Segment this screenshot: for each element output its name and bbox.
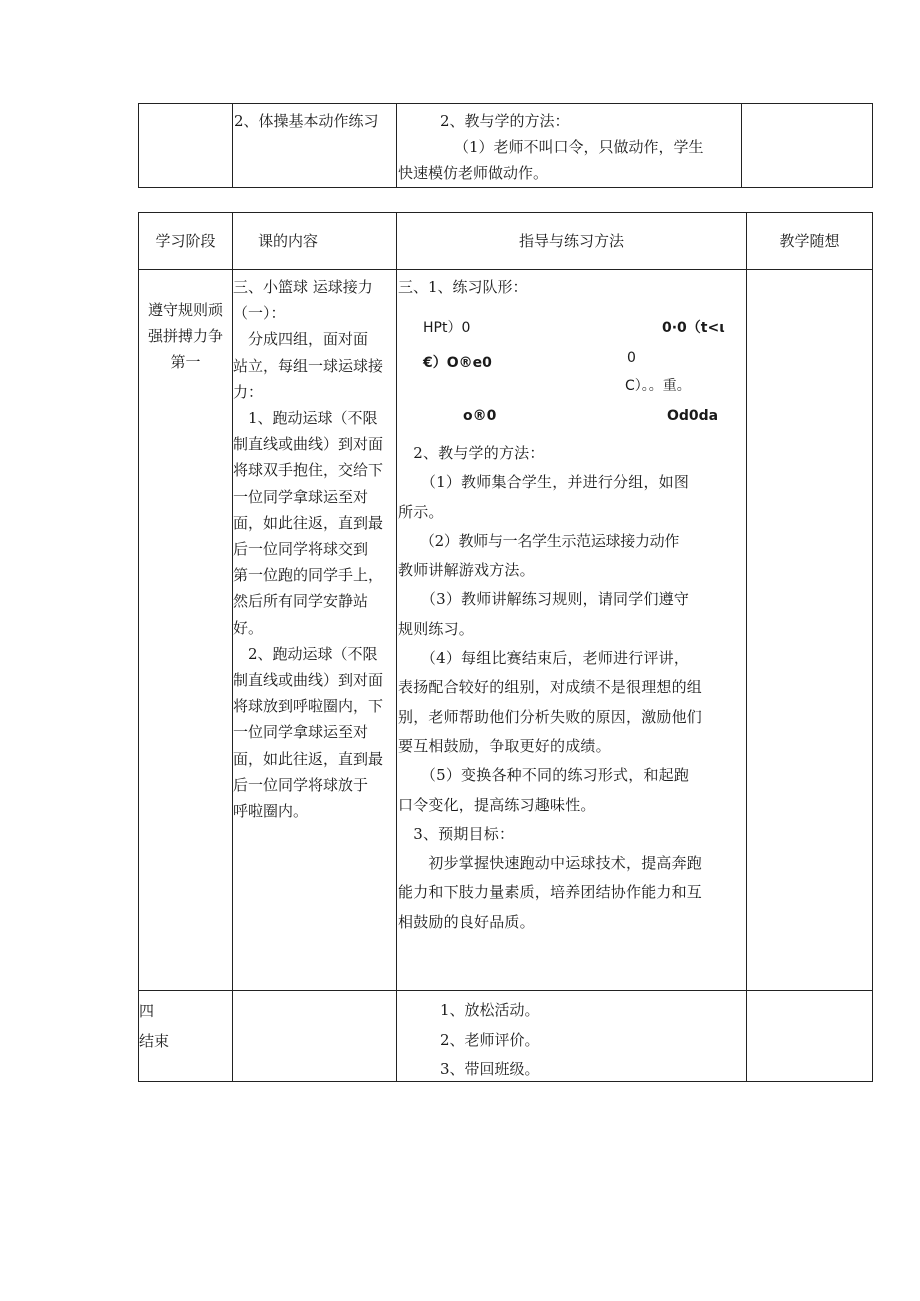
stage-line: 四 bbox=[139, 1002, 155, 1020]
content-line: 将球双手抱住，交给下 bbox=[233, 461, 384, 480]
content-line: 好。 bbox=[233, 618, 264, 637]
section3-content-cell bbox=[233, 274, 396, 824]
main-table-border-top bbox=[138, 212, 873, 213]
content-line: 面，如此往返，直到最 bbox=[233, 513, 384, 532]
content-line: 力： bbox=[233, 382, 264, 401]
method-line: （1）教师集合学生，并进行分组，如图 bbox=[398, 473, 690, 492]
formation-row3-left: o®0 bbox=[463, 408, 497, 424]
top-method-line: （1）老师不叫口令，只做动作，学生 bbox=[454, 138, 704, 156]
stage-line: 遵守规则顽 bbox=[147, 301, 223, 319]
method-line: 要互相鼓励，争取更好的成绩。 bbox=[398, 736, 611, 755]
main-table-col-divider bbox=[746, 212, 747, 1082]
method-line: （4）每组比赛结束后，老师进行评讲， bbox=[398, 649, 690, 668]
method-line: 3、预期目标： bbox=[398, 824, 515, 843]
top-content-text: 2、体操基本动作练习 bbox=[234, 112, 379, 130]
method-line: 1、放松活动。 bbox=[440, 1001, 540, 1019]
method-line: 规则练习。 bbox=[398, 619, 475, 638]
method-line: （5）变换各种不同的练习形式，和起跑 bbox=[398, 766, 690, 785]
content-line: 一位同学拿球运至对 bbox=[233, 723, 369, 742]
method-line: （2）教师与一名学生示范运球接力动作 bbox=[398, 531, 680, 550]
top-method-line: 快速模仿老师做动作。 bbox=[398, 164, 549, 182]
method-line: 2、教与学的方法： bbox=[398, 444, 545, 462]
content-line: 后一位同学将球交到 bbox=[233, 540, 369, 559]
section4-method-cell bbox=[440, 996, 540, 1085]
content-line: 然后所有同学安静站 bbox=[233, 592, 369, 611]
header-method: 指导与练习方法 bbox=[518, 232, 624, 250]
method-line: 相鼓励的良好品质。 bbox=[398, 912, 535, 931]
main-table-row-divider bbox=[138, 990, 873, 991]
method-line: 口令变化，提高练习趣味性。 bbox=[398, 795, 596, 814]
stage-line: 第一 bbox=[170, 353, 201, 371]
content-line: 分成四组，面对面 bbox=[233, 330, 369, 349]
section3-stage-cell bbox=[139, 297, 232, 375]
header-stage: 学习阶段 bbox=[155, 232, 216, 250]
content-line: 呼啦圈内。 bbox=[233, 802, 309, 821]
method-line: 别，老师帮助他们分析失败的原因，激励他们 bbox=[398, 707, 703, 726]
section4-stage-cell bbox=[139, 996, 169, 1056]
content-line: （一）： bbox=[233, 304, 286, 323]
formation-row2-right-top: 0 bbox=[627, 350, 636, 366]
top-table-divider bbox=[872, 103, 873, 188]
top-table-border-bottom bbox=[138, 187, 873, 188]
method-line: 2、老师评价。 bbox=[440, 1030, 540, 1049]
main-table-header-divider bbox=[138, 269, 873, 270]
top-method-line: 2、教与学的方法： bbox=[440, 112, 570, 130]
top-method-cell bbox=[398, 108, 704, 186]
top-table-divider bbox=[138, 103, 139, 188]
method-line: 表扬配合较好的组别，对成绩不是很理想的组 bbox=[398, 678, 703, 697]
top-table-divider bbox=[232, 103, 233, 188]
section3-method-cell bbox=[398, 439, 746, 937]
formation-row2-left: €）O®e0 bbox=[423, 355, 492, 371]
content-line: 2、跑动运球（不限 bbox=[233, 644, 378, 663]
header-reflection: 教学随想 bbox=[779, 232, 840, 250]
stage-line: 强拼搏力争 bbox=[147, 327, 223, 345]
content-line: 第一位跑的同学手上， bbox=[233, 566, 384, 585]
formation-row2-right-bottom: C）。。重。 bbox=[625, 378, 691, 394]
content-line: 制直线或曲线）到对面 bbox=[233, 671, 384, 690]
content-line: 1、跑动运球（不限 bbox=[233, 409, 378, 428]
method-line: 能力和下肢力量素质，培养团结协作能力和互 bbox=[398, 883, 703, 902]
method-line: 教师讲解游戏方法。 bbox=[398, 561, 535, 580]
content-line: 制直线或曲线）到对面 bbox=[233, 435, 384, 454]
content-line: 一位同学拿球运至对 bbox=[233, 487, 369, 506]
method-line: （3）教师讲解练习规则，请同学们遵守 bbox=[398, 590, 690, 609]
main-table-col-divider bbox=[872, 212, 873, 1082]
method-line: 初步掌握快速跑动中运球技术，提高奔跑 bbox=[398, 854, 703, 873]
top-table-border-top bbox=[138, 103, 873, 104]
method-line: 所示。 bbox=[398, 502, 444, 521]
formation-row1-left: HPt）0 bbox=[423, 320, 471, 336]
method-line: 3、带回班级。 bbox=[440, 1060, 540, 1078]
top-table-divider bbox=[396, 103, 397, 188]
header-content: 课的内容 bbox=[257, 232, 318, 250]
formation-row3-right: Od0da bbox=[667, 408, 719, 424]
top-table-divider bbox=[741, 103, 742, 188]
content-line: 后一位同学将球放于 bbox=[233, 775, 369, 794]
stage-line: 结束 bbox=[139, 1032, 170, 1050]
formation-row1-right: 0·0（t<ι bbox=[662, 320, 725, 336]
top-content-cell bbox=[234, 108, 379, 134]
content-line: 三、小篮球 运球接力 bbox=[233, 278, 373, 296]
content-line: 站立，每组一球运球接 bbox=[233, 356, 384, 375]
content-line: 将球放到呼啦圈内，下 bbox=[233, 697, 384, 716]
content-line: 面，如此往返，直到最 bbox=[233, 749, 384, 768]
formation-heading: 三、1、练习队形： bbox=[398, 278, 528, 296]
main-table-col-divider bbox=[396, 212, 397, 1082]
